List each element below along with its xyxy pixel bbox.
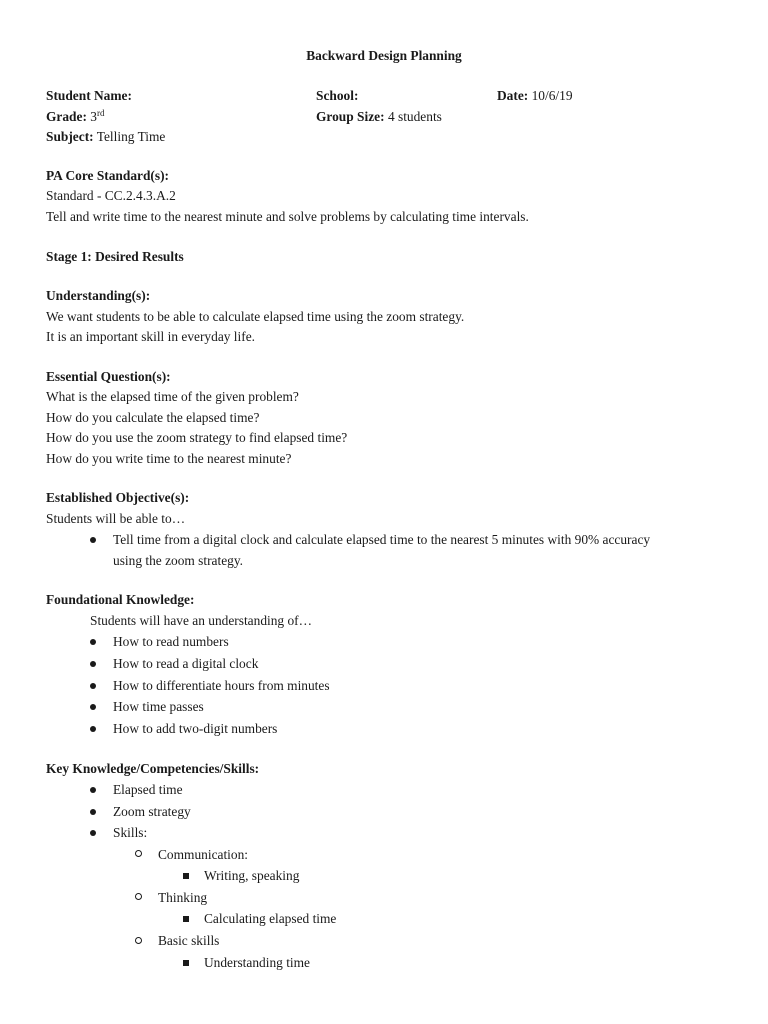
bullet-icon: [90, 683, 96, 689]
foundational-heading: Foundational Knowledge:: [46, 592, 195, 607]
school-label: School:: [316, 88, 359, 103]
essential-question: How do you write time to the nearest minute?: [46, 451, 292, 466]
key-knowledge-heading: Key Knowledge/Competencies/Skills:: [46, 761, 260, 776]
bullet-icon: [90, 704, 96, 710]
objective-item-continued: using the zoom strategy.: [113, 553, 244, 568]
bullet-icon: [90, 661, 96, 667]
bullet-icon: [90, 726, 96, 732]
hollow-bullet-icon: [135, 850, 142, 857]
foundational-intro: Students will have an understanding of…: [90, 613, 313, 628]
understanding-line: We want students to be able to calculate elapsed time using the zoom strategy.: [46, 309, 465, 324]
square-bullet-icon: [183, 873, 189, 879]
key-knowledge-item: Skills:: [113, 825, 148, 840]
hollow-bullet-icon: [135, 893, 142, 900]
foundational-item: How to add two-digit numbers: [113, 721, 278, 736]
essential-question: What is the elapsed time of the given problem?: [46, 389, 299, 404]
foundational-item: How to read a digital clock: [113, 656, 259, 671]
objectives-intro: Students will be able to…: [46, 511, 186, 526]
subject-label: Subject:: [46, 129, 94, 144]
subject-value: Telling Time: [96, 129, 166, 144]
skill-subitem: Understanding time: [204, 955, 310, 970]
standard-description: Tell and write time to the nearest minute and solve problems by calculating time intervals.: [46, 209, 529, 224]
standards-heading: PA Core Standard(s):: [46, 168, 169, 183]
grade-row: [46, 109, 104, 125]
school-row: [316, 88, 358, 104]
key-knowledge-item: Elapsed time: [113, 782, 183, 797]
key-knowledge-item: Zoom strategy: [113, 804, 191, 819]
student-name-label: Student Name:: [46, 88, 132, 103]
student-name-row: [46, 88, 132, 104]
skill-subitem: Calculating elapsed time: [204, 911, 337, 926]
subject-row: [46, 129, 165, 145]
hollow-bullet-icon: [135, 937, 142, 944]
skill-subitem: Writing, speaking: [204, 868, 300, 883]
grade-value: 3: [90, 109, 97, 124]
grade-label: Grade:: [46, 109, 87, 124]
foundational-item: How to differentiate hours from minutes: [113, 678, 330, 693]
bullet-icon: [90, 787, 96, 793]
foundational-item: How to read numbers: [113, 634, 229, 649]
foundational-item: How time passes: [113, 699, 204, 714]
understandings-heading: Understanding(s):: [46, 288, 151, 303]
group-size-row: [316, 109, 442, 125]
essential-question: How do you calculate the elapsed time?: [46, 410, 260, 425]
essential-question: How do you use the zoom strategy to find elapsed time?: [46, 430, 348, 445]
stage1-heading: Stage 1: Desired Results: [46, 249, 184, 264]
document-title: Backward Design Planning: [306, 48, 462, 63]
skill-category: Thinking: [158, 890, 208, 905]
skill-category: Basic skills: [158, 933, 220, 948]
date-value: 10/6/19: [531, 88, 573, 103]
understanding-line: It is an important skill in everyday life.: [46, 329, 255, 344]
objectives-heading: Established Objective(s):: [46, 490, 190, 505]
grade-suffix: rd: [96, 108, 105, 118]
bullet-icon: [90, 537, 96, 543]
date-row: [497, 88, 573, 104]
square-bullet-icon: [183, 960, 189, 966]
bullet-icon: [90, 809, 96, 815]
bullet-icon: [90, 639, 96, 645]
group-size-label: Group Size:: [316, 109, 385, 124]
essential-questions-heading: Essential Question(s):: [46, 369, 171, 384]
group-size-value: 4 students: [387, 109, 442, 124]
standard-code: Standard - CC.2.4.3.A.2: [46, 188, 176, 203]
date-label: Date:: [497, 88, 529, 103]
square-bullet-icon: [183, 916, 189, 922]
bullet-icon: [90, 830, 96, 836]
skill-category: Communication:: [158, 847, 249, 862]
objective-item: Tell time from a digital clock and calculate elapsed time to the nearest 5 minutes with 90% accuracy: [113, 532, 651, 547]
